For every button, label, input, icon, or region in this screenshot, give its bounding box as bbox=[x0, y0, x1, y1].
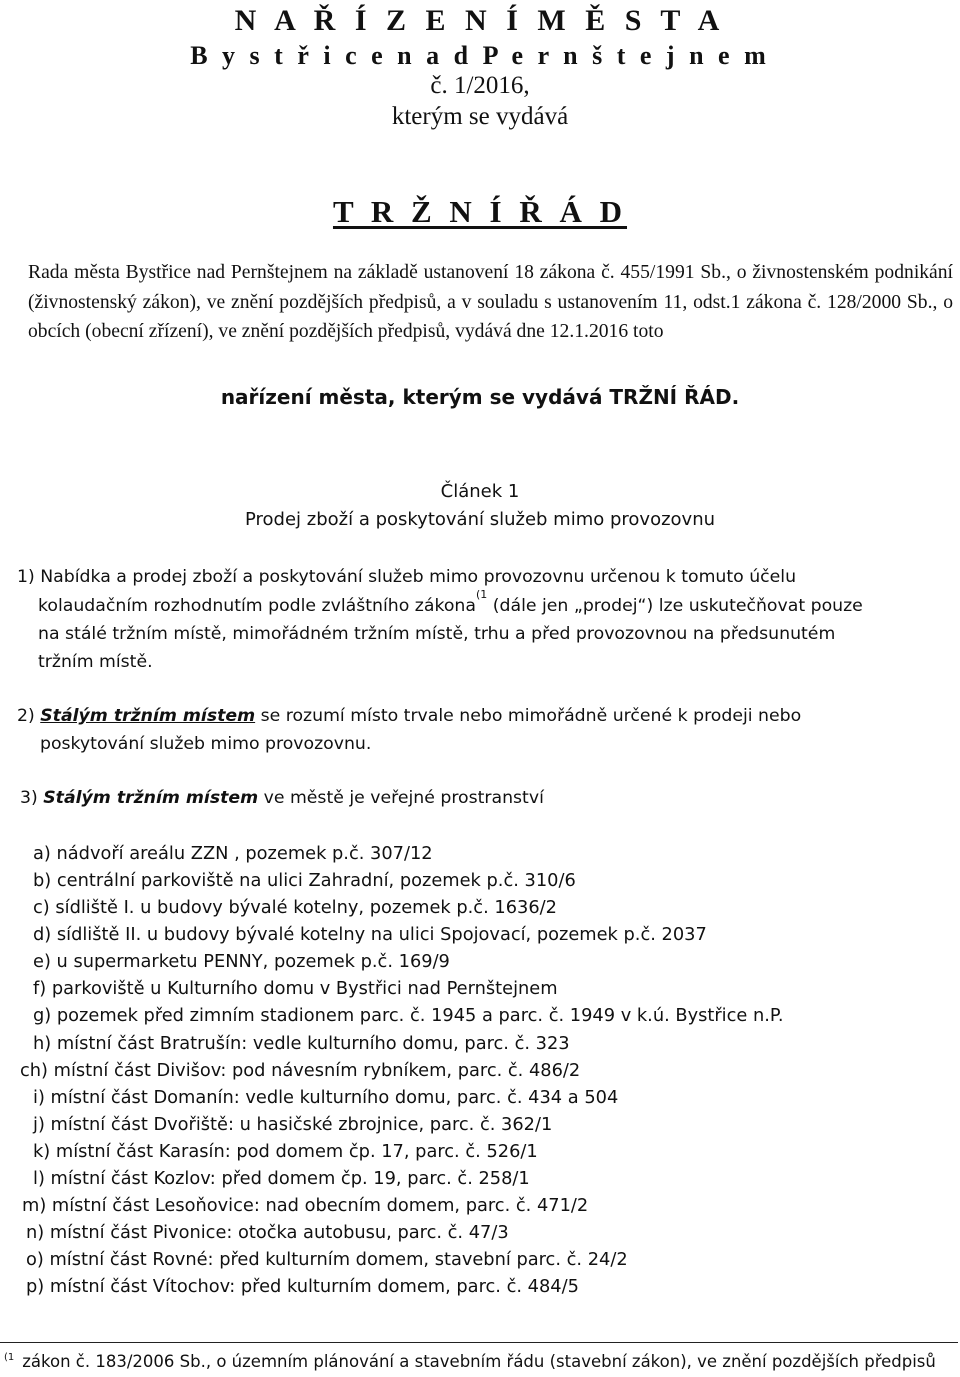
footnote-mark: (1 bbox=[4, 1352, 15, 1363]
list-item-h: h) místní část Bratrušín: vedle kulturního domu, parc. č. 323 bbox=[33, 1033, 570, 1054]
regulation-number: č. 1/2016, bbox=[430, 72, 530, 99]
list-item-i: i) místní část Domanín: vedle kulturního domu, parc. č. 434 a 504 bbox=[33, 1087, 619, 1108]
document-subtitle: kterým se vydává bbox=[391, 103, 569, 130]
document-title-line1: N A Ř Í Z E N Í M Ě S T A bbox=[234, 4, 726, 37]
paragraph-1-text-b: (dále jen „prodej“) lze uskutečňovat pouze bbox=[487, 596, 863, 616]
preamble-paragraph: Rada města Bystřice nad Pernštejnem na základě ustanovení 18 zákona č. 455/1991 Sb., o živnostenském podnikání (živnostenský zákon), ve znění pozdějších předpisů, a v souladu s ustanovením 11, odst.1 zákona č. 128/2000 Sb., o obcích (obecní zřízení), ve znění pozdějších předpisů, vydává dne 12.1.2016 toto bbox=[28, 262, 953, 343]
paragraph-3-text: ve městě je veřejné prostranství bbox=[258, 788, 544, 808]
paragraph-2-line1 bbox=[17, 706, 801, 726]
list-item-f: f) parkoviště u Kulturního domu v Bystřici nad Pernštejnem bbox=[33, 978, 558, 999]
footnote-reference: (1 bbox=[475, 588, 488, 601]
list-item-p: p) místní část Vítochov: před kulturním domem, parc. č. 484/5 bbox=[26, 1276, 579, 1297]
list-item-e: e) u supermarketu PENNY, pozemek p.č. 169/9 bbox=[33, 951, 450, 972]
paragraph-1-line3: na stálé tržním místě, mimořádném tržním místě, trhu a před provozovnou na předsunutém bbox=[38, 624, 836, 644]
paragraph-2-term: Stálým tržním místem bbox=[40, 706, 256, 726]
article-title: Článek 1 bbox=[440, 481, 520, 502]
paragraph-1-line4: tržním místě. bbox=[38, 652, 153, 672]
document-title-line2: B y s t ř i c e n a d P e r n š t e j n e m bbox=[190, 41, 770, 70]
paragraph-2-number: 2) bbox=[17, 706, 41, 726]
footnote-text: zákon č. 183/2006 Sb., o územním plánování a stavebním řádu (stavební zákon), ve znění pozdějších předpisů bbox=[22, 1352, 936, 1371]
paragraph-1-line2 bbox=[38, 588, 863, 616]
paragraph-2-text: se rozumí místo trvale nebo mimořádně určené k prodeji nebo bbox=[255, 706, 802, 726]
list-item-l: l) místní část Kozlov: před domem čp. 19, parc. č. 258/1 bbox=[33, 1168, 530, 1189]
list-item-o: o) místní část Rovné: před kulturním domem, stavební parc. č. 24/2 bbox=[26, 1249, 628, 1270]
list-item-b: b) centrální parkoviště na ulici Zahradní, pozemek p.č. 310/6 bbox=[33, 870, 576, 891]
paragraph-1-line1: 1) Nabídka a prodej zboží a poskytování služeb mimo provozovnu určenou k tomuto účelu bbox=[17, 567, 797, 587]
list-item-d: d) sídliště II. u budovy bývalé kotelny na ulici Spojovací, pozemek p.č. 2037 bbox=[33, 924, 707, 945]
paragraph-3-term: Stálým tržním místem bbox=[43, 788, 259, 808]
declaration-line: nařízení města, kterým se vydává TRŽNÍ ŘÁD. bbox=[220, 385, 740, 409]
paragraph-2-line2: poskytování služeb mimo provozovnu. bbox=[40, 734, 372, 754]
list-item-ch: ch) místní část Divišov: pod návesním rybníkem, parc. č. 486/2 bbox=[20, 1060, 581, 1081]
footnote bbox=[4, 1352, 936, 1371]
list-item-j: j) místní část Dvořiště: u hasičské zbrojnice, parc. č. 362/1 bbox=[33, 1114, 553, 1135]
footnote-divider bbox=[0, 1342, 958, 1343]
list-item-m: m) místní část Lesoňovice: nad obecním domem, parc. č. 471/2 bbox=[22, 1195, 589, 1216]
paragraph-3-line1 bbox=[20, 788, 544, 808]
paragraph-1-text-a: kolaudačním rozhodnutím podle zvláštního zákona bbox=[38, 596, 476, 616]
list-item-k: k) místní část Karasín: pod domem čp. 17, parc. č. 526/1 bbox=[33, 1141, 538, 1162]
main-title: T R Ž N Í Ř Á D bbox=[332, 194, 628, 229]
list-item-g: g) pozemek před zimním stadionem parc. č. 1945 a parc. č. 1949 v k.ú. Bystřice n.P. bbox=[33, 1005, 784, 1026]
list-item-a: a) nádvoří areálu ZZN , pozemek p.č. 307/12 bbox=[33, 843, 433, 864]
list-item-n: n) místní část Pivonice: otočka autobusu, parc. č. 47/3 bbox=[26, 1222, 509, 1243]
paragraph-3-number: 3) bbox=[20, 788, 44, 808]
list-item-c: c) sídliště I. u budovy bývalé kotelny, pozemek p.č. 1636/2 bbox=[33, 897, 557, 918]
article-subtitle: Prodej zboží a poskytování služeb mimo provozovnu bbox=[244, 509, 716, 530]
